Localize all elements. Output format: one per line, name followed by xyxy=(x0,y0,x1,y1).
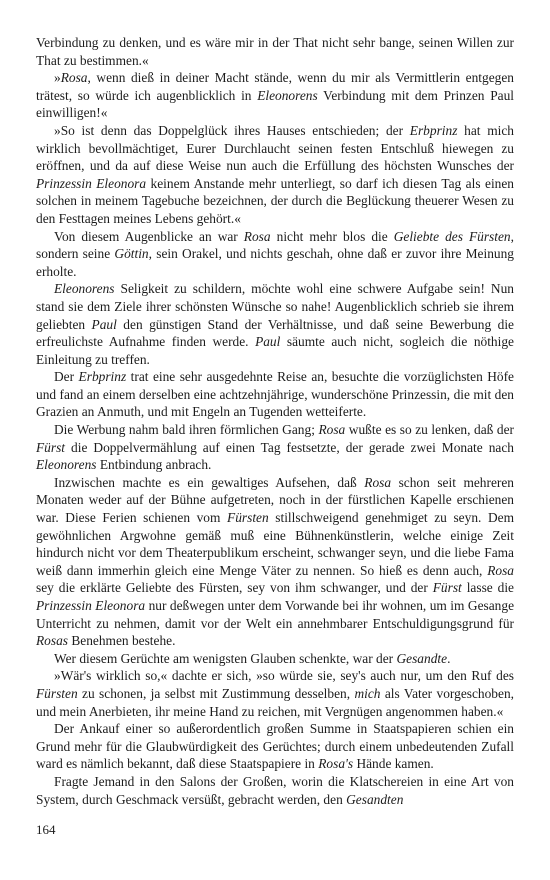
paragraph-12: Fragte Jemand in den Salons der Großen, worin die Klatschereien in eine Art von System, durch Geschmack versüßt, gebracht werden, den Gesandten xyxy=(36,773,514,807)
paragraph-10: »Wär's wirklich so,« dachte er sich, »so würde sie, sey's auch nur, um den Ruf des Fürsten zu schonen, ja selbst mit Zustimmung desselben, mich als Vater vorgeschoben, und mein Anerbieten, ihr meine Hand zu reichen, mit Vergnügen angenommen haben.« xyxy=(36,668,514,719)
paragraph-4: Von diesem Augenblicke an war Rosa nicht mehr blos die Geliebte des Fürsten, sondern seine Göttin, sein Orakel, und nichts geschah, ohne daß er zuvor ihre Meinung erholte. xyxy=(36,228,514,279)
page-number: 164 xyxy=(36,822,56,837)
paragraph-1: Verbindung zu denken, und es wäre mir in der That nicht sehr bange, seinen Willen zur That zu bestimmen.« xyxy=(36,35,514,68)
paragraph-8: Inzwischen machte es ein gewaltiges Aufsehen, daß Rosa schon seit mehreren Monaten weder auf der Bühne aufgetreten, noch in der fürstlichen Kapelle erschienen war. Diese Ferien schienen vom Fürsten stillschweigend genehmiget zu seyn. Dem gewöhnlichen Argwohne gemäß muß eine Bühnenkünstlerin, welche einige Zeit hindurch nicht vor dem Theaterpublikum erscheint, schwanger seyn, und die liebe Fama weiß dann immerhin gleich eine Menge Väter zu nennen. So hieß es denn auch, Rosa sey die erklärte Geliebte des Fürsten, sey von ihm schwanger, und der Fürst lasse die Prinzessin Eleonora nur deßwegen unter dem Vorwande bei ihr wohnen, um im Gesange Unterricht zu nehmen, damit vor der Welt ein annehmbarer Entschuldigungsgrund für Rosas Benehmen bestehe. xyxy=(36,474,515,649)
paragraph-11: Der Ankauf einer so außerordentlich großen Summe in Staatspapieren schien ein Grund mehr für die Glaubwürdigkeit des Gerüchtes; durch einem unbedeutenden Zufall ward es nämlich bekannt, daß diese Staatspapiere in Rosa's Hände kamen. xyxy=(36,721,514,772)
paragraph-5: Eleonorens Seligkeit zu schildern, möchte wohl eine schwere Aufgabe sein! Nun stand sie dem Ziele ihrer schönsten Wünsche so nahe! Augenblicklich schrieb sie ihrem geliebten Paul den günstigen Stand der Verhältnisse, und daß seine Bewerbung die erfreulichste Aufnahme finden werde. Paul säumte auch nicht, sogleich die nöthige Einleitung zu treffen. xyxy=(36,281,514,367)
page-body xyxy=(36,34,514,808)
paragraph-3: »So ist denn das Doppelglück ihres Hauses entschieden; der Erbprinz hat mich wirklich bevollmächtiget, Eurer Durchlaucht seinen festen Entschluß hiewegen zu eröffnen, und da auf diese Weise nun auch die Erfüllung des höchsten Wunsches der Prinzessin Eleonora keinem Anstande mehr unterliegt, so darf ich diesen Tag als einen solchen in meinem Tagebuche bezeichnen, der durch die Beglückung theuerer Wesen zu den Festtagen meines Lebens gehört.« xyxy=(36,122,515,226)
paragraph-6: Der Erbprinz trat eine sehr ausgedehnte Reise an, besuchte die vorzüglichsten Höfe und fand an einem derselben eine achtzehnjährige, wunderschöne Prinzessin, die mit den Grazien an Anmuth, und mit Engeln an Tugenden wetteiferte. xyxy=(36,369,514,420)
paragraph-9: Wer diesem Gerüchte am wenigsten Glauben schenkte, war der Gesandte. xyxy=(54,650,451,666)
paragraph-2: »Rosa, wenn dieß in deiner Macht stände, wenn du mir als Vermittlerin entgegen trätest, so würde ich augenblicklich in Eleonorens Verbindung mit dem Prinzen Paul einwilligen!« xyxy=(36,70,514,121)
paragraph-7: Die Werbung nahm bald ihren förmlichen Gang; Rosa wußte es so zu lenken, daß der Fürst die Doppelvermählung auf einen Tag festsetzte, der gerade zwei Monate nach Eleonorens Entbindung anbrach. xyxy=(36,422,514,473)
